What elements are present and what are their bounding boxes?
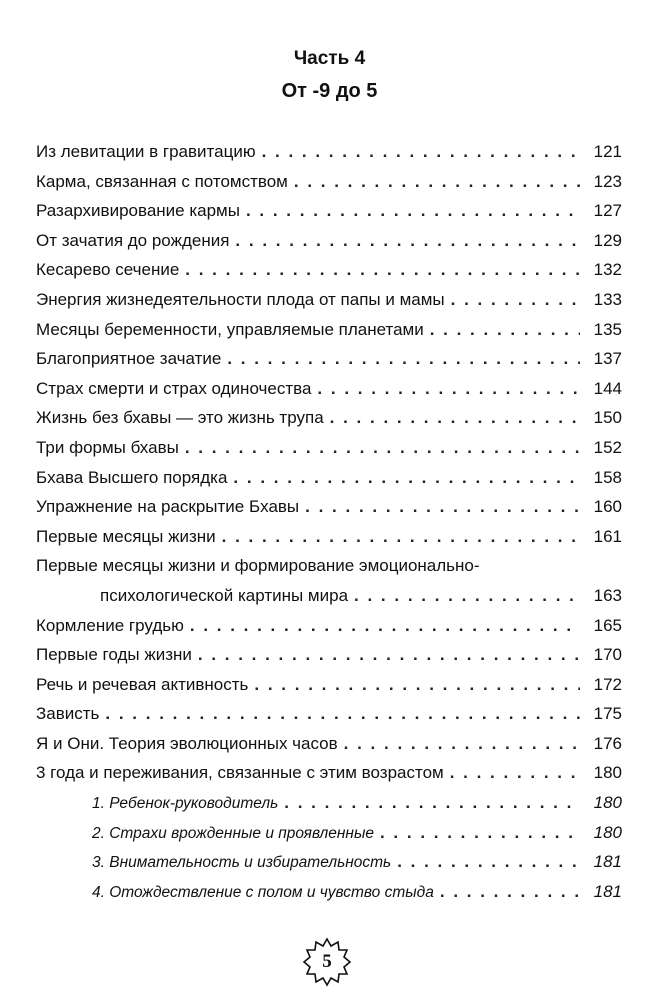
toc-entry[interactable] — [36, 522, 622, 552]
toc-entry[interactable] — [36, 670, 622, 700]
page-number: 5 — [322, 951, 332, 972]
toc-entry-page: 163 — [593, 585, 622, 605]
toc-subentry-page: 181 — [593, 852, 622, 872]
leader-dots — [397, 847, 580, 877]
toc-entry[interactable] — [36, 137, 622, 167]
toc-entry-title: Бхава Высшего порядка — [36, 467, 228, 487]
toc-entry-page: 152 — [593, 437, 622, 457]
toc-entry-page: 172 — [593, 674, 622, 694]
toc-subentry-title: 3. Внимательность и избирательность — [92, 854, 392, 872]
leader-dots — [294, 167, 580, 197]
toc-subentry-page: 180 — [593, 822, 622, 842]
toc-entry-page: 137 — [593, 349, 622, 369]
toc-entry-page: 144 — [593, 378, 622, 398]
toc-entry-page: 129 — [593, 230, 622, 250]
leader-dots — [254, 670, 580, 700]
toc-entry-page: 160 — [593, 497, 622, 517]
toc-entry-title: Кормление грудью — [36, 615, 184, 635]
toc-subentry[interactable] — [36, 818, 622, 848]
leader-dots — [354, 581, 580, 611]
toc-subentry-title: 2. Страхи врожденные и проявленные — [92, 824, 374, 842]
toc-entry[interactable] — [36, 196, 622, 226]
toc-subentry[interactable] — [36, 877, 622, 907]
toc-subentry-page: 181 — [593, 881, 622, 901]
toc-entry[interactable] — [36, 729, 622, 759]
toc-entry[interactable] — [36, 167, 622, 197]
toc-entry[interactable] — [36, 611, 622, 641]
toc-entry-title: Разархивирование кармы — [36, 201, 240, 221]
toc-entry-title: Энергия жизнедеятельности плода от папы и мамы — [36, 289, 445, 309]
leader-dots — [344, 729, 580, 759]
toc-entry-page: 133 — [593, 289, 622, 309]
toc-entry-page: 132 — [593, 260, 622, 280]
toc-entry-page: 176 — [593, 733, 622, 753]
toc-entry[interactable] — [36, 403, 622, 433]
leader-dots — [246, 196, 580, 226]
toc-entry-page: 135 — [593, 319, 622, 339]
toc-subentry[interactable] — [36, 788, 622, 818]
toc-entry-title: Упражнение на раскрытие Бхавы — [36, 497, 300, 517]
leader-dots — [450, 758, 580, 788]
leader-dots — [185, 255, 580, 285]
toc-entry-title: Речь и речевая активность — [36, 674, 249, 694]
toc-subentry[interactable] — [36, 847, 622, 877]
leader-dots — [262, 137, 580, 167]
leader-dots — [440, 877, 580, 907]
leader-dots — [430, 315, 580, 345]
toc-entry-title: Первые годы жизни — [36, 645, 192, 665]
leader-dots — [198, 640, 580, 670]
toc-entry[interactable] — [36, 344, 622, 374]
toc-entry-page: 123 — [593, 171, 622, 191]
leader-dots — [451, 285, 580, 315]
toc-entry-title: Карма, связанная с потомством — [36, 171, 288, 191]
leader-dots — [380, 818, 580, 848]
toc-entry[interactable] — [36, 285, 622, 315]
leader-dots — [227, 344, 580, 374]
leader-dots — [190, 611, 580, 641]
toc-entry-title: Жизнь без бхавы — это жизнь трупа — [36, 408, 324, 428]
toc-entry[interactable] — [36, 433, 622, 463]
toc-entry[interactable] — [36, 374, 622, 404]
part-label: Часть 4 — [293, 48, 366, 69]
toc-entry-title: Кесарево сечение — [36, 260, 180, 280]
toc-entry[interactable] — [36, 463, 622, 493]
leader-dots — [235, 226, 580, 256]
toc-entry-title: 3 года и переживания, связанные с этим возрастом — [36, 763, 444, 783]
leader-dots — [305, 492, 580, 522]
toc-subentry-page: 180 — [593, 793, 622, 813]
table-of-contents — [36, 137, 622, 906]
toc-entry-page: 161 — [593, 526, 622, 546]
toc-entry-page: 170 — [593, 645, 622, 665]
leader-dots — [185, 433, 580, 463]
toc-entry-title: Благоприятное зачатие — [36, 349, 222, 369]
toc-entry-title: Первые месяцы жизни — [36, 526, 216, 546]
toc-entry[interactable] — [36, 758, 622, 788]
toc-entry-title: Месяцы беременности, управляемые планетами — [36, 319, 424, 339]
toc-entry-title: Страх смерти и страх одиночества — [36, 378, 312, 398]
leader-dots — [330, 403, 580, 433]
leader-dots — [284, 788, 580, 818]
leader-dots — [222, 522, 580, 552]
toc-entry-title: Зависть — [36, 704, 100, 724]
toc-subentry-title: 4. Отождествление с полом и чувство стыда — [92, 883, 434, 901]
toc-entry-page: 158 — [593, 467, 622, 487]
page-number-badge — [302, 937, 352, 987]
toc-entry-page: 180 — [593, 763, 622, 783]
toc-entry-page: 175 — [593, 704, 622, 724]
toc-entry[interactable] — [36, 640, 622, 670]
toc-entry-title: Первые месяцы жизни и формирование эмоционально- — [36, 556, 480, 576]
toc-entry[interactable] — [36, 226, 622, 256]
toc-entry-title: психологической картины мира — [100, 585, 349, 605]
leader-dots — [105, 699, 580, 729]
part-title: От -9 до 5 — [281, 80, 378, 102]
leader-dots — [233, 463, 580, 493]
toc-entry[interactable] — [36, 492, 622, 522]
toc-entry-title: От зачатия до рождения — [36, 230, 230, 250]
toc-subentry-title: 1. Ребенок-руководитель — [92, 795, 279, 813]
toc-entry[interactable] — [36, 255, 622, 285]
toc-entry-page: 165 — [593, 615, 622, 635]
toc-entry-wrapped-line2[interactable] — [36, 581, 622, 611]
toc-entry-title: Три формы бхавы — [36, 437, 179, 457]
toc-entry-wrapped-line1[interactable] — [36, 551, 622, 581]
toc-entry-page: 127 — [593, 201, 622, 221]
toc-entry[interactable] — [36, 699, 622, 729]
toc-entry-page: 150 — [593, 408, 622, 428]
toc-entry-title: Я и Они. Теория эволюционных часов — [36, 733, 338, 753]
toc-entry-title: Из левитации в гравитацию — [36, 142, 256, 161]
toc-entry[interactable] — [36, 315, 622, 345]
leader-dots — [317, 374, 580, 404]
toc-entry-page: 121 — [593, 142, 622, 161]
